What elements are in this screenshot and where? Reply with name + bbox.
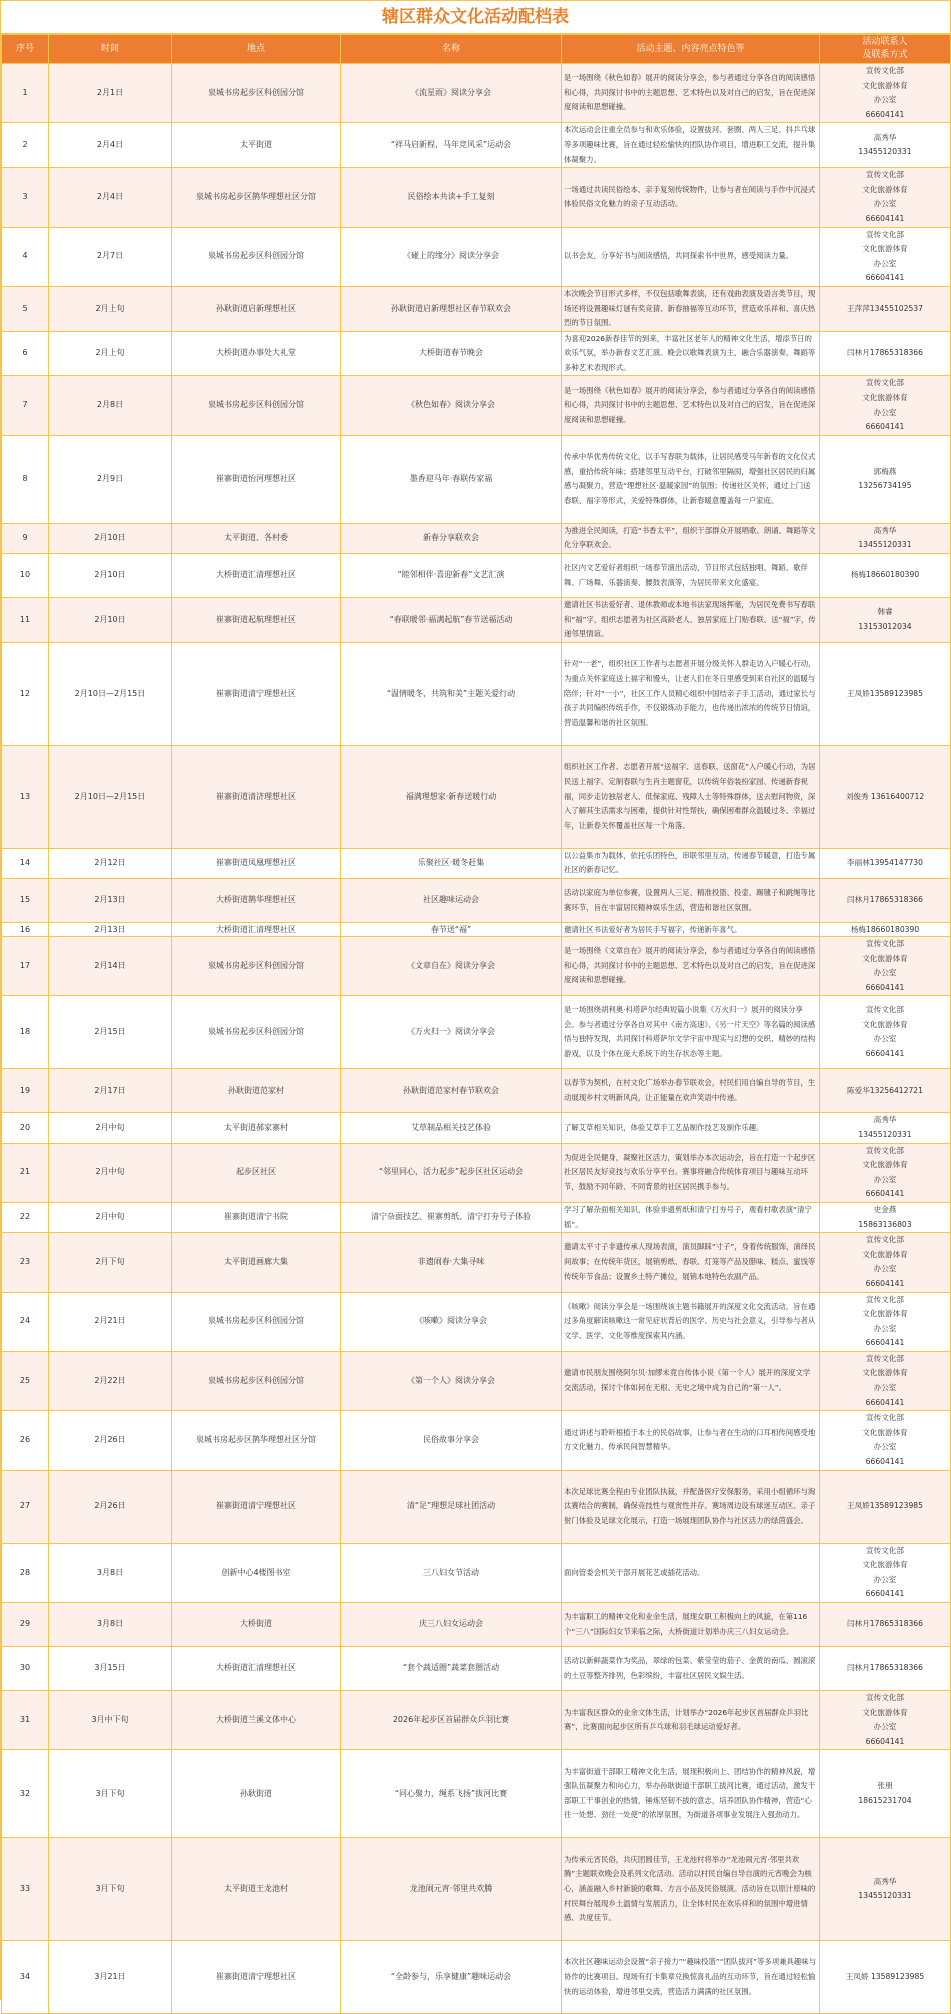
cell-time: 2月8日 [49, 376, 172, 435]
cell-contact: 闫林月17865318366 [820, 1603, 951, 1647]
cell-place: 崔寨街道清宁理想社区 [172, 1470, 341, 1543]
cell-contact: 宣传文化部 文化旅游体育 办公室 66604141 [820, 1233, 951, 1292]
cell-theme: 为喜迎2026新春佳节的到来，丰富社区老年人的精神文化生活，增添节日的欢乐气氛，举办新春文艺汇演。晚会以歌舞表演为主，融合乐器演奏、舞蹈等多种艺术表现形式。 [562, 331, 820, 376]
cell-place: 泉城书房起步区科创园分馆 [172, 376, 341, 435]
table-header-row [2, 35, 951, 64]
cell-place: 大桥街道办事处大礼堂 [172, 331, 341, 376]
cell-time: 2月1日 [49, 64, 172, 123]
cell-no: 13 [2, 745, 49, 848]
table-row [2, 1691, 951, 1750]
cell-place: 大桥街道鹊华理想社区 [172, 879, 341, 923]
column-header-contact: 活动联系人 及联系方式 [820, 35, 951, 64]
cell-name: 《第一个人》阅读分享会 [341, 1351, 562, 1410]
cell-contact: 宣传文化部 文化旅游体育 办公室 66604141 [820, 1292, 951, 1351]
table-row [2, 64, 951, 123]
cell-theme: 《咳嗽》阅读分享会是一场围绕该主题书籍展开的深度文化交流活动，旨在通过多角度解读咳嗽这一常见症状背后的医学、历史与社会意义，引导参与者从文学、医学、文化等维度探索其内涵。 [562, 1292, 820, 1351]
cell-no: 22 [2, 1202, 49, 1232]
cell-theme: 以书会友，分享好书与阅读感悟，共同探索书中世界，感受阅读力量。 [562, 227, 820, 286]
cell-place: 大桥街道汇清理想社区 [172, 1647, 341, 1691]
cell-no: 8 [2, 435, 49, 523]
cell-no: 9 [2, 523, 49, 553]
cell-theme: 针对“一老”，组织社区工作者与志愿者开展分级关怀人群走访入户暖心行动，为重点关怀家庭送上福字和馒头，让老人们在冬日里感受到来自社区的温暖与陪伴；针对“一小”，社区工作人员精心组织中国结亲子手工活动，通过家长与孩子共同编织传统手作，不仅锻炼动手能力，也传递出浓浓的传统节日情谊，营造温馨和谐的社区氛围。 [562, 642, 820, 745]
cell-name: 《文章自在》阅读分享会 [341, 937, 562, 996]
column-header-no: 序号 [2, 35, 49, 64]
table-row [2, 848, 951, 878]
table-row [2, 1292, 951, 1351]
table-row [2, 996, 951, 1069]
cell-name: 民俗故事分享会 [341, 1411, 562, 1470]
cell-contact: 杨梅18660180390 [820, 923, 951, 937]
cell-no: 31 [2, 1691, 49, 1750]
cell-no: 18 [2, 996, 49, 1069]
cell-place: 太平街道郝家寨村 [172, 1113, 341, 1143]
cell-theme: 邀请太平寸子非遗传承人现场表演，演员脚踩“寸子”，身着传统服饰，演绎民间故事；在传统年货区，展销剪纸、春联、灯笼等产品及腊味、糕点、蜜饯等传统年节食品；设置乡土特产摊位，展销本地特色农副产品。 [562, 1233, 820, 1292]
column-header-place: 地点 [172, 35, 341, 64]
cell-theme: 传承中华优秀传统文化，以手写春联为载体，让居民感受马年新春的文化仪式感，重拾传统年味；搭建邻里互动平台，打破邻里隔阂，增强社区居民的归属感与凝聚力，营造“理想社区·温暖家园”的氛围；传递社区关怀，通过上门送春联、福字等形式，关爱特殊群体，让新春暖意覆盖每一户家庭。 [562, 435, 820, 523]
cell-contact: 宣传文化部 文化旅游体育 办公室 66604141 [820, 1691, 951, 1750]
cell-time: 2月中旬 [49, 1143, 172, 1202]
cell-contact: 高秀华 13455120331 [820, 1838, 951, 1941]
cell-place: 起步区社区 [172, 1143, 341, 1202]
cell-time: 2月7日 [49, 227, 172, 286]
cell-no: 1 [2, 64, 49, 123]
table-row [2, 331, 951, 376]
table-row [2, 1543, 951, 1602]
cell-time: 2月21日 [49, 1292, 172, 1351]
cell-theme: 以公益集市为载体，依托乐团特色，串联邻里互动，传递春节暖意，打造专属社区的新春记忆。 [562, 848, 820, 878]
cell-no: 6 [2, 331, 49, 376]
cell-contact: 宣传文化部 文化旅游体育 办公室 66604141 [820, 1351, 951, 1410]
cell-no: 17 [2, 937, 49, 996]
cell-place: 泉城书房起步区科创园分馆 [172, 1292, 341, 1351]
cell-theme: 活动以家庭为单位参赛，设置两人三足、精准投篮、投壶、踢毽子和跳绳等比赛环节，旨在丰富居民精神娱乐生活，营造和谐社区氛围。 [562, 879, 820, 923]
cell-theme: 为丰富街道干部职工精神文化生活，展现积极向上、团结协作的精神风貌，增强队伍凝聚力和向心力，举办孙耿街道干部职工拔河比赛，通过活动，激发干部职工干事创业的热情，锤炼坚韧不拔的意志，培养团队协作精神，营造“心往一处想、劲往一处使”的浓厚氛围，为街道各项事业发展注入强劲动力。 [562, 1750, 820, 1838]
table-row [2, 554, 951, 598]
cell-theme: 为传承元宵民俗，共庆团圆佳节，王龙池村将举办“龙池闹元宵·邻里共欢腾”主题联欢晚会及系列文化活动。活动以村民自编自导自演的元宵晚会为核心，涵盖融入乡村新貌的歌舞、方言小品及民俗展演。活动旨在以原汁原味的村民舞台展现乡土温情与发展活力，让全体村民在欢乐祥和的氛围中增进情感、共度佳节。 [562, 1838, 820, 1941]
table-row [2, 1941, 951, 2014]
cell-theme: 活动以新鲜蔬菜作为奖品，翠绿的包菜、紫莹莹的茄子、金黄的南瓜、圆滚滚的土豆等整齐排列，色彩缤纷，丰富社区居民文娱生活。 [562, 1647, 820, 1691]
cell-contact: 宣传文化部 文化旅游体育 办公室 66604141 [820, 1143, 951, 1202]
activity-table [1, 34, 951, 2014]
cell-time: 2月4日 [49, 168, 172, 227]
cell-theme: 本次足球比赛全程由专业团队执裁，并配备医疗安保服务，采用小组循环与淘汰赛结合的赛制，确保竞技性与观赏性并存。赛场周边设有球迷互动区、亲子射门体验及足球文化展示，打造一场展现团队协作与社区活力的绿茵盛会。 [562, 1470, 820, 1543]
cell-name: “春联暖邻·福满起航”春节送福活动 [341, 598, 562, 643]
cell-contact: 宣传文化部 文化旅游体育 办公室 66604141 [820, 1411, 951, 1470]
cell-place: 崔寨街道起航理想社区 [172, 598, 341, 643]
cell-contact: 史金燕 15863136803 [820, 1202, 951, 1232]
table-row [2, 1113, 951, 1143]
cell-name: 大桥街道春节晚会 [341, 331, 562, 376]
cell-place: 崔寨街道清宁理想社区 [172, 642, 341, 745]
page-title: 辖区群众文化活动配档表 [1, 1, 950, 34]
table-row [2, 1233, 951, 1292]
cell-time: 3月下旬 [49, 1750, 172, 1838]
cell-theme: 邀请社区书法爱好者为居民手写福字，传递新年喜气。 [562, 923, 820, 937]
table-row [2, 1411, 951, 1470]
cell-name: 2026年起步区首届群众乒羽比赛 [341, 1691, 562, 1750]
column-header-time: 时间 [49, 35, 172, 64]
cell-theme: 是一场围绕《秋色如春》展开的阅读分享会，参与者通过分享各自的阅读感悟和心得，共同探讨书中的主题思想、艺术特色以及对自己的启发，旨在促进深度阅读和思想碰撞。 [562, 376, 820, 435]
cell-no: 10 [2, 554, 49, 598]
cell-no: 20 [2, 1113, 49, 1143]
cell-no: 25 [2, 1351, 49, 1410]
cell-name: “祥马启新程，马年竞风采”运动会 [341, 123, 562, 168]
cell-contact: 王萍萍13455102537 [820, 286, 951, 331]
cell-contact: 王凤娇13589123985 [820, 642, 951, 745]
cell-no: 2 [2, 123, 49, 168]
cell-time: 2月10日 [49, 598, 172, 643]
cell-time: 2月4日 [49, 123, 172, 168]
cell-theme: 是一场围绕《文章自在》展开的阅读分享会，参与者通过分享各自的阅读感悟和心得，共同探讨书中的主题思想、艺术特色以及对自己的启发，旨在促进深度阅读和思想碰撞。 [562, 937, 820, 996]
cell-theme: 邀请社区书法爱好者、退休教师或本地书法家现场挥毫，为居民免费书写春联和“福”字，组织志愿者为社区高龄老人、独居家庭上门贴春联、送“福”字，传递邻里情谊。 [562, 598, 820, 643]
cell-name: 孙耿街道启新理想社区春节联欢会 [341, 286, 562, 331]
cell-theme: 组织社区工作者、志愿者开展“送福字、送春联、送窗花”入户暖心行动，为居民送上福字、定制春联与生肖主题窗花，以传统年俗装扮家园、传递新春祝福，同步走访独居老人、低保家庭、残障人士等特殊群体，送去慰问物资，深入了解其生活需求与困难，提供针对性帮扶，确保困难群众温暖过冬、幸福过年，让新春关怀覆盖社区每一个角落。 [562, 745, 820, 848]
cell-place: 崔寨街道凤凰理想社区 [172, 848, 341, 878]
cell-no: 3 [2, 168, 49, 227]
cell-place: 泉城书房起步区鹊华理想社区分馆 [172, 168, 341, 227]
cell-time: 3月中下旬 [49, 1691, 172, 1750]
cell-place: 泉城书房起步区科创园分馆 [172, 996, 341, 1069]
cell-no: 27 [2, 1470, 49, 1543]
cell-place: 大桥街道汇清理想社区 [172, 923, 341, 937]
cell-name: 《秋色如春》阅读分享会 [341, 376, 562, 435]
cell-theme: 了解艾草相关知识，体验艾草手工艺品制作技艺及制作乐趣。 [562, 1113, 820, 1143]
table-row [2, 123, 951, 168]
cell-name: 春节送“福” [341, 923, 562, 937]
cell-no: 14 [2, 848, 49, 878]
cell-time: 2月14日 [49, 937, 172, 996]
table-row [2, 227, 951, 286]
cell-contact: 李丽林13954147730 [820, 848, 951, 878]
cell-name: “温情暖冬，共筑和美”主题关爱行动 [341, 642, 562, 745]
cell-name: 《万火归一》阅读分享会 [341, 996, 562, 1069]
table-row [2, 1069, 951, 1113]
cell-place: 太平街道、各村委 [172, 523, 341, 553]
cell-name: 福满理想家·新春送暖行动 [341, 745, 562, 848]
cell-name: “邻里同心，活力起步”起步区社区运动会 [341, 1143, 562, 1202]
cell-name: 孙耿街道范家村春节联欢会 [341, 1069, 562, 1113]
cell-place: 太平街道 [172, 123, 341, 168]
cell-theme: 面向管委会机关干部开展花艺或插花活动。 [562, 1543, 820, 1602]
table-row [2, 286, 951, 331]
cell-place: 崔寨街道清宁书院 [172, 1202, 341, 1232]
cell-time: 3月8日 [49, 1603, 172, 1647]
cell-no: 33 [2, 1838, 49, 1941]
table-row [2, 1202, 951, 1232]
cell-name: 《咳嗽》阅读分享会 [341, 1292, 562, 1351]
table-row [2, 1838, 951, 1941]
cell-place: 泉城书房起步区科创园分馆 [172, 1351, 341, 1410]
cell-name: 三八妇女节活动 [341, 1543, 562, 1602]
cell-contact: 王凤娇 13589123985 [820, 1941, 951, 2014]
cell-time: 3月8日 [49, 1543, 172, 1602]
cell-place: 泉城书房起步区鹊华理想社区分馆 [172, 1411, 341, 1470]
cell-theme: 本次社区趣味运动会设置“亲子接力”“趣味投篮”“团队拔河”等多项兼具趣味与协作的比赛项目。现场有打卡集章兑换惊喜礼品的互动环节，旨在通过轻松愉快的运动体验，增进邻里交流，营造活力满满的社区氛围。 [562, 1941, 820, 2014]
cell-time: 2月12日 [49, 848, 172, 878]
column-header-theme: 活动主题、内容亮点特色等 [562, 35, 820, 64]
table-row [2, 937, 951, 996]
cell-no: 24 [2, 1292, 49, 1351]
cell-place: 孙耿街道启新理想社区 [172, 286, 341, 331]
cell-name: 墨香迎马年·春联传家福 [341, 435, 562, 523]
cell-contact: 高秀华 13455120331 [820, 523, 951, 553]
cell-name: 新春分享联欢会 [341, 523, 562, 553]
cell-theme: 邀请市民朋友围绕阿尔贝·加缪未竟自传体小说《第一个人》展开的深度文学交流活动，探讨个体如何在无根、无史之境中成为自己的“第一人”。 [562, 1351, 820, 1410]
cell-time: 3月21日 [49, 1941, 172, 2014]
cell-no: 32 [2, 1750, 49, 1838]
cell-contact: 闫林月17865318366 [820, 331, 951, 376]
cell-place: 崔寨街道清济理想社区 [172, 745, 341, 848]
cell-theme: 一场通过共读民俗绘本、亲手复刻传统物件，让参与者在阅读与手作中沉浸式体验民俗文化魅力的亲子互动活动。 [562, 168, 820, 227]
cell-theme: 学习了解杂面相关知识，体验非遗剪纸和清宁打夯号子，观看村歌表演“清宁摇”。 [562, 1202, 820, 1232]
cell-place: 泉城书房起步区科创园分馆 [172, 937, 341, 996]
cell-name: 《碰上的缘分》阅读分享会 [341, 227, 562, 286]
cell-place: 太平街道画廊大集 [172, 1233, 341, 1292]
cell-time: 2月13日 [49, 879, 172, 923]
table-row [2, 1351, 951, 1410]
cell-place: 太平街道王龙池村 [172, 1838, 341, 1941]
cell-no: 30 [2, 1647, 49, 1691]
cell-contact: 韩睿 13153012034 [820, 598, 951, 643]
cell-theme: 本次晚会节目形式多样，不仅包括歌舞表演，还有戏曲表演及语言类节目，现场还将设置趣味灯谜有奖竞猜、新春抽福等互动环节，营造欢乐祥和、喜庆热烈的节日氛围。 [562, 286, 820, 331]
cell-no: 21 [2, 1143, 49, 1202]
cell-name: 非遗闹春·大集寻味 [341, 1233, 562, 1292]
cell-no: 11 [2, 598, 49, 643]
cell-no: 34 [2, 1941, 49, 2014]
cell-name: “同心聚力，绳系飞扬”拔河比赛 [341, 1750, 562, 1838]
cell-no: 23 [2, 1233, 49, 1292]
cell-place: 大桥街道汇清理想社区 [172, 554, 341, 598]
cell-time: 2月10日—2月15日 [49, 642, 172, 745]
cell-name: “套个蔬适圈”蔬菜套圈活动 [341, 1647, 562, 1691]
table-row [2, 376, 951, 435]
cell-contact: 郭梅燕 13256734195 [820, 435, 951, 523]
cell-contact: 高秀华 13455120331 [820, 1113, 951, 1143]
cell-place: 泉城书房起步区科创园分馆 [172, 64, 341, 123]
cell-contact: 王凤娇13589123985 [820, 1470, 951, 1543]
column-header-name: 名称 [341, 35, 562, 64]
cell-name: 龙池闹元宵·邻里共欢腾 [341, 1838, 562, 1941]
cell-contact: 杨梅18660180390 [820, 554, 951, 598]
cell-name: 清“足”理想足球社团活动 [341, 1470, 562, 1543]
cell-contact: 宣传文化部 文化旅游体育 办公室 66604141 [820, 937, 951, 996]
table-row [2, 598, 951, 643]
table-row [2, 923, 951, 937]
cell-name: 民俗绘本共读+手工复刻 [341, 168, 562, 227]
cell-no: 16 [2, 923, 49, 937]
cell-contact: 陈爱华13256412721 [820, 1069, 951, 1113]
cell-time: 2月上旬 [49, 331, 172, 376]
cell-name: 《流星雨》阅读分享会 [341, 64, 562, 123]
cell-name: 社区趣味运动会 [341, 879, 562, 923]
cell-time: 2月中旬 [49, 1202, 172, 1232]
table-row [2, 523, 951, 553]
cell-time: 2月9日 [49, 435, 172, 523]
cell-no: 26 [2, 1411, 49, 1470]
table-row [2, 1143, 951, 1202]
table-row [2, 1647, 951, 1691]
cell-time: 2月13日 [49, 923, 172, 937]
cell-place: 大桥街道 [172, 1603, 341, 1647]
cell-no: 29 [2, 1603, 49, 1647]
cell-name: 清宁杂面技艺、崔寨剪纸、清宁打夯号子体验 [341, 1202, 562, 1232]
table-row [2, 745, 951, 848]
cell-contact: 张朋 18615231704 [820, 1750, 951, 1838]
table-row [2, 1750, 951, 1838]
cell-theme: 是一场围绕《秋色如春》展开的阅读分享会，参与者通过分享各自的阅读感悟和心得，共同探讨书中的主题思想、艺术特色以及对自己的启发，旨在促进深度阅读和思想碰撞。 [562, 64, 820, 123]
cell-place: 孙耿街道 [172, 1750, 341, 1838]
cell-theme: 本次运动会注重全员参与和欢乐体验，设置拔河、套圈、两人三足、抖乒乓球等多项趣味比赛，旨在通过轻松愉快的团队协作项目，增进职工交流，提升集体凝聚力。 [562, 123, 820, 168]
cell-place: 创新中心4楼图书室 [172, 1543, 341, 1602]
cell-time: 2月15日 [49, 996, 172, 1069]
cell-contact: 宣传文化部 文化旅游体育 办公室 66604141 [820, 996, 951, 1069]
cell-name: 乐聚社区·暖冬赶集 [341, 848, 562, 878]
cell-place: 孙耿街道范家村 [172, 1069, 341, 1113]
cell-name: “睦邻相伴·喜迎新春”文艺汇演 [341, 554, 562, 598]
table-row [2, 1603, 951, 1647]
cell-contact: 宣传文化部 文化旅游体育 办公室 66604141 [820, 168, 951, 227]
cell-place: 崔寨街道清宁理想社区 [172, 1941, 341, 2014]
cell-time: 2月中旬 [49, 1113, 172, 1143]
table-row [2, 168, 951, 227]
cell-no: 12 [2, 642, 49, 745]
cell-time: 2月上旬 [49, 286, 172, 331]
cell-theme: 为促进全民健身，凝聚社区活力，策划举办本次运动会，旨在打造一个起步区社区居民友好竞技与欢乐分享平台。赛事将融合传统体育项目与趣味互动环节，鼓励不同年龄、不同背景的社区居民携手参与。 [562, 1143, 820, 1202]
cell-no: 28 [2, 1543, 49, 1602]
cell-time: 3月15日 [49, 1647, 172, 1691]
table-body [2, 64, 951, 2014]
cell-theme: 是一场围绕胡利奥·科塔萨尔经典短篇小说集《万火归一》展开的阅读分享会。参与者通过分享各自对其中《南方高速》、《另一片天空》等名篇的阅读感悟与独特发现，共同探讨科塔萨尔文学宇宙中现实与幻想的交织、精妙的结构游戏，以及个体在庞大系统下的生存状态等主题。 [562, 996, 820, 1069]
cell-contact: 闫林月17865318366 [820, 1647, 951, 1691]
cell-name: 艾草制品相关技艺体验 [341, 1113, 562, 1143]
cell-contact: 宣传文化部 文化旅游体育 办公室 66604141 [820, 1543, 951, 1602]
table-row [2, 435, 951, 523]
cell-theme: 社区内文艺爱好者组织一场春节演出活动，节目形式包括独唱、舞蹈、歌伴舞、广场舞、乐器演奏、腰鼓表演等，为居民带来文化盛宴。 [562, 554, 820, 598]
table-row [2, 879, 951, 923]
cell-no: 15 [2, 879, 49, 923]
cell-place: 崔寨街道怡河理想社区 [172, 435, 341, 523]
cell-no: 5 [2, 286, 49, 331]
cell-time: 2月17日 [49, 1069, 172, 1113]
cell-no: 4 [2, 227, 49, 286]
cell-contact: 宣传文化部 文化旅游体育 办公室 66604141 [820, 376, 951, 435]
cell-no: 19 [2, 1069, 49, 1113]
cell-contact: 闫林月17865318366 [820, 879, 951, 923]
cell-theme: 通过讲述与聆听根植于本土的民俗故事，让参与者在生动的口耳相传间感受地方文化魅力、传承民间智慧精华。 [562, 1411, 820, 1470]
cell-name: “全龄参与，乐享健康”趣味运动会 [341, 1941, 562, 2014]
cell-theme: 为丰富职工的精神文化和业余生活，展现女职工积极向上的风貌，在第116个“三八”国际妇女节来临之际，大桥街道计划举办庆三八妇女运动会。 [562, 1603, 820, 1647]
cell-place: 泉城书房起步区科创园分馆 [172, 227, 341, 286]
cell-contact: 宣传文化部 文化旅游体育 办公室 66604141 [820, 227, 951, 286]
table-row [2, 642, 951, 745]
cell-contact: 宣传文化部 文化旅游体育 办公室 66604141 [820, 64, 951, 123]
cell-theme: 以春节为契机，在村文化广场举办春节联欢会，村民们用自编自导的节目，生动展现乡村文明新风尚，让正能量在欢声笑语中传递。 [562, 1069, 820, 1113]
cell-place: 大桥街道兰溪文体中心 [172, 1691, 341, 1750]
cell-no: 7 [2, 376, 49, 435]
cell-time: 2月26日 [49, 1411, 172, 1470]
cell-contact: 刘俊秀 13616400712 [820, 745, 951, 848]
cell-time: 2月10日 [49, 523, 172, 553]
cell-time: 2月10日—2月15日 [49, 745, 172, 848]
cell-contact: 高秀华 13455120331 [820, 123, 951, 168]
cell-time: 2月10日 [49, 554, 172, 598]
cell-time: 3月下旬 [49, 1838, 172, 1941]
cell-time: 2月26日 [49, 1470, 172, 1543]
cell-theme: 为推进全民阅读，打造“书香太平”，组织干部群众开展唱歌、朗诵、舞蹈等文化分享联欢会。 [562, 523, 820, 553]
cell-name: 庆三八妇女运动会 [341, 1603, 562, 1647]
cell-time: 2月下旬 [49, 1233, 172, 1292]
cell-theme: 为丰富我区群众的业余文体生活，计划举办“2026年起步区首届群众乒羽比赛”，比赛面向起步区所有乒乓球和羽毛球运动爱好者。 [562, 1691, 820, 1750]
table-row [2, 1470, 951, 1543]
cell-time: 2月22日 [49, 1351, 172, 1410]
